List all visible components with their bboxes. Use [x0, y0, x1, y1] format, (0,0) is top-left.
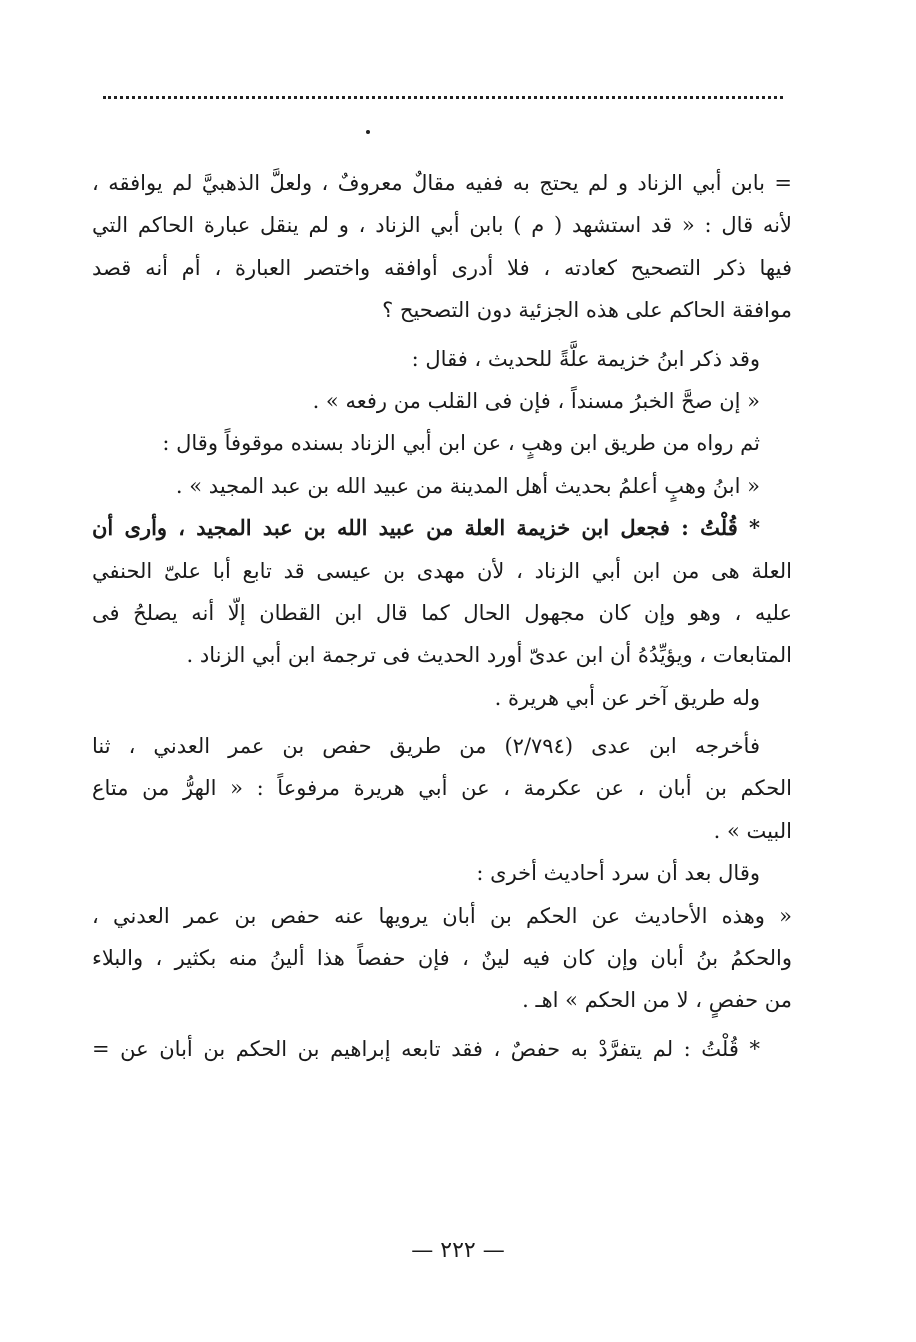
text-line: « وهذه الأحاديث عن الحكم بن أبان يرويها عنه حفص بن عمر العدني ، [92, 903, 792, 928]
text-line: وقد ذكر ابنُ خزيمة علَّةً للحديث ، فقال : [411, 346, 760, 371]
text-line: * قُلْتُ : فجعل ابن خزيمة العلة من عبيد الله بن عبد المجيد ، وأرى أن [92, 515, 760, 541]
text-line: موافقة الحاكم على هذه الجزئية دون التصحيح ؟ [382, 298, 792, 323]
text-line: عليه ، وهو وإن كان مجهول الحال كما قال ابن القطان إلّا أنه يصلحُ فى [92, 600, 792, 625]
text-line: المتابعات ، ويؤيِّدُهُ أن ابن عدىّ أورد الحديث فى ترجمة ابن أبي الزناد . [186, 643, 792, 668]
ink-dot [366, 130, 370, 134]
text-line: ثم رواه من طريق ابن وهبٍ ، عن ابن أبي الزناد بسنده موقوفاً وقال : [162, 431, 760, 456]
text-line: والحكمُ بنُ أبان وإن كان فيه لينٌ ، فإن حفصاً هذا ألينُ منه بكثير ، والبلاء [92, 946, 792, 971]
text-line: فأخرجه ابن عدى (٢/٧٩٤) من طريق حفص بن عمر العدني ، ثنا [92, 734, 760, 759]
page-number: — ٢٢٢ — [411, 1238, 505, 1263]
text-line: « ابنُ وهبٍ أعلمُ بحديث أهل المدينة من عبيد الله بن عبد المجيد » . [175, 473, 760, 498]
footnote-separator [103, 96, 783, 99]
text-line: لأنه قال : « قد استشهد ( م ) بابن أبي الزناد ، و لم ينقل عبارة الحاكم التي [92, 213, 792, 238]
text-line: العلة هى من ابن أبي الزناد ، لأن مهدى بن عيسى قد تابع أبا علىّ الحنفي [92, 558, 792, 583]
text-line: « إن صحَّ الخبرُ مسنداً ، فإن فى القلب من رفعه » . [312, 388, 760, 413]
text-line: * قُلْتُ : لم يتفرَّدْ به حفصٌ ، فقد تابعه إبراهيم بن الحكم بن أبان عن = [92, 1036, 760, 1061]
text-line: وقال بعد أن سرد أحاديث أخرى : [476, 861, 760, 886]
text-line: من حفصٍ ، لا من الحكم » اهـ . [522, 988, 792, 1013]
text-line: = بابن أبي الزناد و لم يحتج به ففيه مقالٌ معروفٌ ، ولعلَّ الذهبيَّ لم يوافقه ، [92, 171, 792, 195]
text-line: البيت » . [713, 818, 792, 843]
footnote-text [92, 162, 792, 1070]
text-line: فيها ذكر التصحيح كعادته ، فلا أدرى أوافقه واختصر العبارة ، أم أنه قصد [92, 255, 792, 280]
text-line: وله طريق آخر عن أبي هريرة . [494, 685, 760, 710]
text-line: الحكم بن أبان ، عن عكرمة ، عن أبي هريرة مرفوعاً : « الهرُّ من متاع [92, 776, 792, 801]
